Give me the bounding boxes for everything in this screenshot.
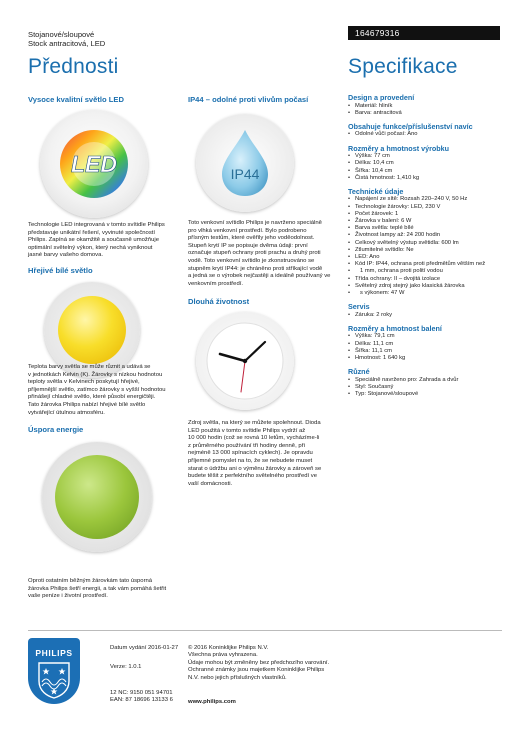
warm-light-disc — [58, 296, 126, 364]
spec-item: • Ztlumitelné svítidlo: Ne — [348, 247, 508, 254]
feature-energy-text — [28, 578, 190, 601]
spec-item: • Styl: Současný — [348, 384, 508, 391]
text-line: představuje unikátní řešení, vyvinuté společností — [28, 229, 156, 236]
spec-section — [348, 187, 508, 297]
nc-label: 12 NC: 9150 051 94701 — [110, 690, 173, 696]
ean-label: EAN: 87 18696 13133 6 — [110, 697, 173, 704]
spec-list — [348, 131, 508, 138]
disclaimer: N.V. nebo jejich příslušných vlastníků. — [188, 674, 287, 681]
text-line: vytvářející útulnou atmosféru. — [28, 409, 105, 416]
text-line: a jedná se o výrobek nejčastěji a ideálně používaný ve — [188, 273, 331, 280]
release-date: Datum vydání 2016-01-27 — [110, 645, 179, 651]
spec-item: • Délka: 10,4 cm — [348, 160, 508, 167]
spec-item: • Kód IP: IP44, ochrana proti předmětům větším než — [348, 261, 508, 268]
spec-list — [348, 333, 508, 362]
spec-item: • LED: Ano — [348, 254, 508, 261]
copyright: © 2016 Koninklijke Philips N.V. — [188, 645, 269, 651]
feature-lifetime-title: Dlouhá životnost — [188, 297, 250, 306]
spec-item: • Světelný zdroj stejný jako klasická žárovka — [348, 283, 508, 290]
ip44-icon — [196, 114, 294, 212]
spec-item: • Barva: antracitová — [348, 110, 508, 117]
spec-item: • Barva světla: teplé bílé — [348, 225, 508, 232]
feature-warm-text — [28, 364, 190, 417]
text-line: příjemné pomyslet na to, že se nebudete muset — [188, 457, 313, 464]
spec-section — [348, 93, 508, 117]
feature-led-title: Vysoce kvalitní světlo LED — [28, 95, 124, 104]
spec-section-title: Servis — [348, 302, 370, 312]
text-line: 10 000 hodin (což se rovná 10 letům, vycházíme-li — [188, 435, 320, 442]
text-line: teploty světla v Kelvinech poskytují hřejivé, — [28, 379, 140, 386]
spec-item: • Typ: Stojanové/sloupové — [348, 391, 508, 398]
energy-icon — [42, 442, 152, 552]
spec-item: • Napájení ze sítě: Rozsah 220–240 V, 50 Hz — [348, 196, 508, 203]
feature-ip44-title: IP44 – odolné proti vlivům počasí — [188, 95, 309, 104]
disclaimer: Ochranné známky jsou majetkem Koninklijke Philips — [188, 667, 325, 674]
led-graphic — [40, 110, 148, 218]
feature-warm-title: Hřejivé bílé světlo — [28, 266, 93, 275]
spec-section — [348, 324, 508, 362]
text-line: označuje stupeň ochrany proti prachu a druhý proti — [188, 250, 321, 257]
feature-led-text — [28, 222, 190, 260]
spec-item: • s výkonem: 47 W — [348, 290, 508, 297]
text-line: žárovka Philips šetří energii, a tak vám pomáhá šetřit — [28, 585, 167, 592]
legal-block — [188, 645, 348, 682]
disclaimer: Údaje mohou být změněny bez předchozího varování. — [188, 659, 330, 666]
benefits-heading: Přednosti — [28, 55, 119, 78]
product-subtitle: Stock antracitová, LED — [28, 39, 106, 49]
product-name: Stojanové/sloupové — [28, 30, 95, 39]
text-line: stupněm krytí IP44: je chráněno proti stříkající vodě — [188, 265, 323, 272]
website-link[interactable]: www.philips.com — [188, 699, 236, 705]
text-line: z průměrného používání tři hodiny denně, při — [188, 442, 305, 449]
text-line: budete těšit z perfektního světelného prostředí ve — [188, 473, 318, 480]
spec-section — [348, 122, 508, 139]
philips-logo — [28, 638, 80, 704]
spec-list — [348, 312, 508, 319]
spec-item: • Čistá hmotnost: 1,410 kg — [348, 175, 508, 182]
clock-hands — [196, 312, 294, 410]
text-line: vaší domácnosti. — [188, 480, 233, 487]
text-line: Teplota barvy světla se může různit a udává se — [28, 364, 151, 370]
text-line: přísným testům, které ověřily jeho voděodolnost. — [188, 235, 315, 242]
text-line: optimální světelný výkon, který nechá vyniknout — [28, 244, 153, 251]
spec-section — [348, 302, 508, 319]
spec-item: • Počet žárovek: 1 — [348, 211, 508, 218]
text-line: příjemnější světlo, zatímco žárovky s vyšší hodnotou — [28, 386, 166, 393]
product-header — [28, 30, 105, 49]
spec-item: • Odolné vůči počasí: Ano — [348, 131, 508, 138]
spec-section — [348, 144, 508, 182]
spec-item: • Třída ochrany: II – dvojitá izolace — [348, 276, 508, 283]
spec-item: • Technologie žárovky: LED, 230 V — [348, 204, 508, 211]
ip44-label: IP44 — [230, 166, 260, 182]
spec-item: • Materiál: hliník — [348, 103, 508, 110]
water-drop-icon — [196, 114, 294, 212]
footer-divider — [28, 630, 502, 631]
product-id-bar: 164679316 — [348, 26, 500, 40]
logo-wordmark: PHILIPS — [35, 648, 73, 658]
spec-section-title: Technické údaje — [348, 186, 404, 196]
spec-item: • 1 mm, ochrana proti polití vodou — [348, 268, 508, 275]
version: Verze: 1.0.1 — [110, 664, 142, 670]
text-line: starat o údržbu ani o výměnu žárovky a zároveň se — [188, 465, 322, 472]
text-line: Technologie LED integrovaná v tomto svítidle Philips — [28, 222, 165, 228]
spec-item: • Výška: 79,1 cm — [348, 333, 508, 340]
feature-ip44-text — [188, 220, 340, 288]
spec-section — [348, 367, 508, 398]
spec-list — [348, 103, 508, 117]
spec-item: • Šířka: 11,1 cm — [348, 348, 508, 355]
energy-disc — [55, 455, 139, 539]
led-badge-icon — [40, 110, 148, 218]
spec-section-title: Různé — [348, 367, 370, 377]
spec-item: • Délka: 11,1 cm — [348, 341, 508, 348]
spec-section-title: Rozměry a hmotnost výrobku — [348, 143, 450, 153]
rights-reserved: Všechna práva vyhrazena. — [188, 652, 258, 659]
text-line: pro vlhká venkovní prostředí. Bylo podrobeno — [188, 227, 307, 234]
text-line: vaše peníze i životní prostředí. — [28, 593, 108, 600]
specs-heading: Specifikace — [348, 55, 458, 78]
feature-energy-title: Úspora energie — [28, 425, 84, 434]
text-line: Oproti ostatním běžným žárovkám tato úsporná — [28, 578, 153, 584]
spec-item: • Hmotnost: 1 640 kg — [348, 355, 508, 362]
text-line: Tato žárovka Philips nabízí hřejivé bílé světlo — [28, 401, 146, 408]
spec-section-title: Obsahuje funkce/příslušenství navíc — [348, 121, 473, 131]
spec-list — [348, 153, 508, 182]
text-line: vodě. Toto venkovní svítidlo je zkonstruováno se — [188, 257, 315, 264]
spec-section-title: Design a provedení — [348, 93, 415, 102]
text-line: LED použitá v tomto svítidle Philips vydrží až — [188, 427, 306, 434]
spec-item: • Speciálně navrženo pro: Zahrada a dvůr — [348, 377, 508, 384]
text-line: jasné barvy vašeho domova. — [28, 252, 103, 259]
text-line: v jednotkách Kelvin (K). Žárovky s nízkou hodnotou — [28, 371, 163, 378]
spec-item: • Šířka: 10,4 cm — [348, 168, 508, 175]
spec-item: • Záruka: 2 roky — [348, 312, 508, 319]
spec-section-title: Rozměry a hmotnost balení — [348, 323, 442, 333]
svg-text:LED: LED — [71, 151, 117, 177]
spec-item: • Výška: 77 cm — [348, 153, 508, 160]
text-line: Toto venkovní svítidlo Philips je navrženo speciálně — [188, 220, 322, 226]
spec-list — [348, 377, 508, 399]
spec-item: • Žárovka v balení: 6 W — [348, 218, 508, 225]
shield-icon — [37, 661, 71, 699]
text-line: Stupeň krytí IP se popisuje dvěma údaji: první — [188, 242, 308, 249]
text-line: přinášejí chladné světlo, které působí energičtěji. — [28, 394, 156, 401]
clock-icon — [196, 312, 294, 410]
spec-item: • Životnost lampy až: 24 200 hodin — [348, 232, 508, 239]
spec-list — [348, 196, 508, 297]
text-line: venkovním prostředí. — [188, 280, 244, 287]
nc-code — [110, 690, 173, 705]
feature-lifetime-text — [188, 420, 340, 488]
text-line: Zdroj světla, na který se můžete spolehnout. Dioda — [188, 420, 321, 426]
text-line: nejméně 13 000 spínacích cyklech). Je opravdu — [188, 450, 313, 457]
spec-item: • Celkový světelný výstup světidla: 600 lm — [348, 240, 508, 247]
text-line: Philips. Zapíná se okamžitě a současně umožňuje — [28, 237, 159, 244]
specs-column — [348, 93, 508, 403]
